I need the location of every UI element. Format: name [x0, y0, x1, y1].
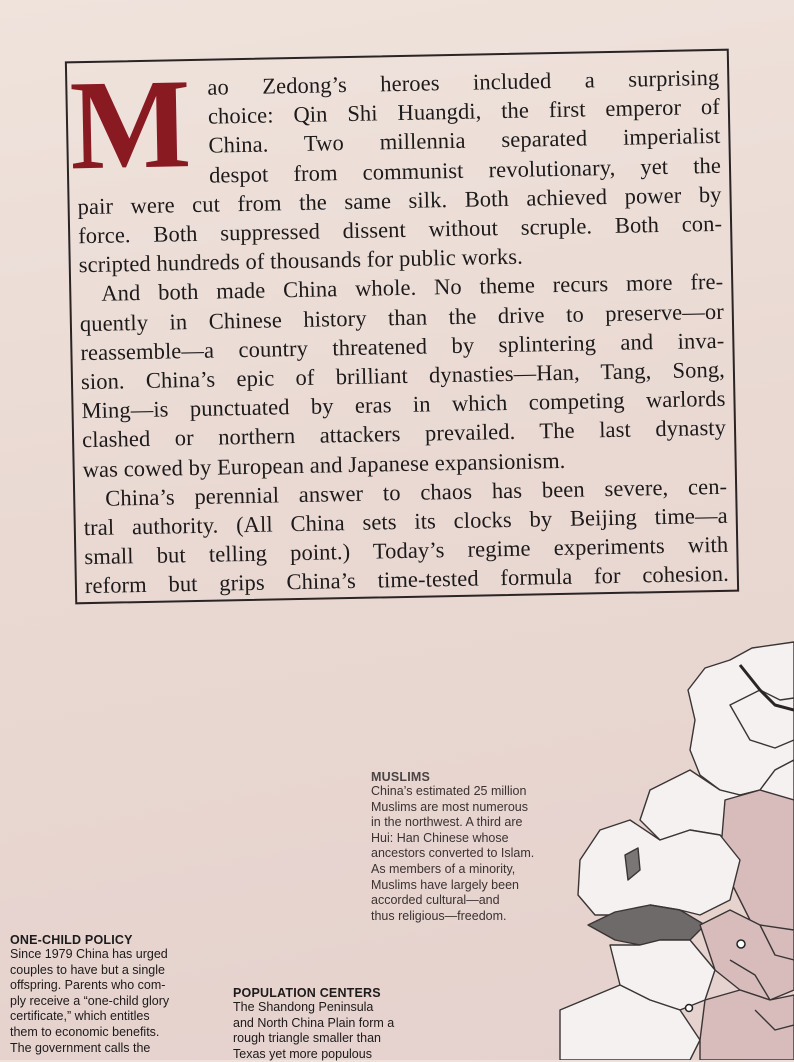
- map-region-inner-line-2: [730, 960, 770, 1000]
- population-title: POPULATION CENTERS: [233, 986, 381, 1000]
- caption-line: them to economic benefits.: [10, 1024, 160, 1039]
- caption-line: Muslims have largely been: [371, 877, 519, 892]
- caption-line: China’s estimated 25 million: [371, 784, 527, 798]
- caption-line: in the northwest. A third are: [371, 815, 523, 830]
- map-region-border-dark: [740, 665, 794, 710]
- essay-line: And both made China whole. No theme recurs more fre-: [101, 269, 724, 307]
- map-region-central-2: [610, 940, 715, 1010]
- caption-line: Muslims are most numerous: [371, 799, 528, 814]
- map-region-central-1: [700, 910, 794, 1000]
- city-marker: [737, 940, 745, 948]
- essay-line: force. Both suppressed dissent without scruple. Both con-: [77, 210, 723, 249]
- caption-line: Since 1979 China has urged: [10, 947, 168, 961]
- essay-line: China’s perennial answer to chaos has been severe, cen-: [104, 473, 728, 511]
- map-region-northwest: [578, 820, 740, 915]
- essay-line: choice: Qin Shi Huangdi, the first emperor of: [207, 94, 721, 129]
- essay-line: Ming—is punctuated by eras in which competing warlords: [81, 386, 726, 424]
- essay-line: reassemble—a country threatened by splintering and inva-: [80, 327, 725, 366]
- one-child-caption: [10, 933, 210, 1056]
- caption-line: Hui: Han Chinese whose: [371, 830, 509, 845]
- caption-line: The Shandong Peninsula: [233, 1000, 374, 1014]
- muslims-caption: [371, 770, 571, 924]
- caption-line: ancestors converted to Islam.: [371, 846, 535, 861]
- city-marker: [686, 1005, 693, 1012]
- map-region-northeast: [688, 642, 794, 795]
- caption-line: As members of a minority,: [371, 861, 516, 876]
- caption-line: Texas yet more populous: [233, 1046, 372, 1061]
- essay-line: small but telling point.) Today’s regime experiments with: [84, 532, 729, 570]
- caption-line: ply receive a “one-child glory: [10, 993, 170, 1008]
- map-region-small-dark: [625, 848, 640, 880]
- map-region-inner-line: [760, 925, 794, 960]
- essay-line: despot from communist revolutionary, yet the: [208, 152, 722, 188]
- map-region-inner-line-3: [755, 1010, 794, 1030]
- drop-cap: M: [68, 52, 193, 197]
- one-child-title: ONE-CHILD POLICY: [10, 933, 133, 947]
- caption-line: offspring. Parents who com-: [10, 978, 166, 993]
- map-region-dark-strip: [588, 905, 705, 945]
- map-region-heilongjiang: [730, 690, 794, 748]
- map-region-pink: [720, 790, 794, 935]
- essay-line: scripted hundreds of thousands for public works.: [78, 243, 524, 278]
- map-region-inner-mongolia: [640, 760, 794, 860]
- essay-line: reform but grips China’s time-tested formula for cohesion.: [84, 561, 730, 599]
- caption-line: rough triangle smaller than: [233, 1031, 381, 1046]
- muslims-title: MUSLIMS: [371, 770, 431, 784]
- caption-line: certificate,” which entitles: [10, 1009, 150, 1024]
- essay-line: China. Two millennia separated imperialist: [208, 123, 721, 159]
- caption-line: thus religious—freedom.: [371, 908, 507, 923]
- map-region-south-2: [700, 990, 794, 1060]
- population-caption: [233, 986, 433, 1062]
- caption-line: couples to have but a single: [10, 962, 165, 977]
- essay-box: [65, 49, 739, 605]
- essay-line: sion. China’s epic of brilliant dynasties—Han, Tang, Song,: [80, 356, 726, 395]
- essay-line: was cowed by European and Japanese expansionism.: [82, 447, 566, 482]
- caption-line: accorded cultural—and: [371, 893, 500, 908]
- essay-line: ao Zedong’s heroes included a surprising: [207, 64, 720, 100]
- map-region-south-1: [560, 985, 700, 1060]
- essay-line: clashed or northern attackers prevailed. The last dynasty: [81, 415, 727, 453]
- essay-line: pair were cut from the same silk. Both achieved power by: [77, 181, 722, 220]
- essay-line: quently in Chinese history than the drive to preserve—or: [79, 298, 725, 336]
- essay-text: [75, 63, 729, 601]
- essay-line: tral authority. (All China sets its clocks by Beijing time—a: [83, 502, 728, 541]
- caption-line: and North China Plain form a: [233, 1015, 395, 1030]
- caption-line: The government calls the: [10, 1040, 151, 1055]
